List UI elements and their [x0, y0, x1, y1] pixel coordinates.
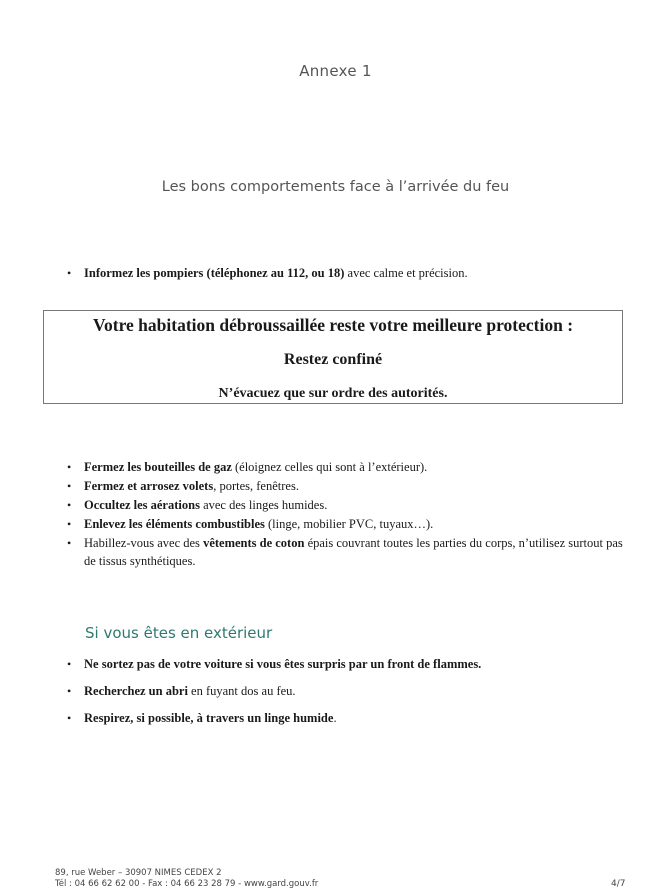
item-bold-text: Respirez, si possible, à travers un linge humide	[84, 711, 334, 725]
list-item	[67, 515, 627, 533]
footer-contact: Tél : 04 66 62 62 00 - Fax : 04 66 23 28 79 - www.gard.gouv.fr	[55, 879, 319, 889]
list-item	[67, 477, 627, 495]
outdoor-instruction-list	[67, 655, 627, 736]
box-line-confine: Restez confiné	[283, 351, 383, 368]
item-bold-text: Fermez et arrosez volets	[84, 479, 214, 493]
list-item	[67, 655, 627, 673]
item-bold-text: Occultez les aérations	[84, 498, 200, 512]
item-bold-text: Recherchez un abri	[84, 684, 188, 698]
page-footer	[55, 868, 318, 890]
confinement-box	[43, 310, 623, 404]
item-text: avec calme et précision.	[344, 266, 468, 280]
list-item	[67, 496, 627, 514]
list-item	[67, 458, 627, 476]
item-text: épais couvrant toutes les parties du corps, n’utilisez surtout pas de tissus synthétiques.	[84, 536, 623, 568]
item-bold-text: Informez les pompiers (téléphonez au 112, ou 18)	[84, 266, 345, 280]
box-line-protection: Votre habitation débroussaillée reste votre meilleure protection :	[92, 315, 574, 335]
list-item	[67, 534, 627, 570]
annex-title: Annexe 1	[299, 62, 372, 80]
first-instruction-list	[67, 264, 627, 282]
item-text: , portes, fenêtres.	[213, 479, 299, 493]
item-bold-text: Ne sortez pas de votre voiture si vous êtes surpris par un front de flammes.	[84, 657, 482, 671]
item-text: en fuyant dos au feu.	[187, 684, 296, 698]
home-instruction-list	[67, 458, 627, 571]
item-text: (éloignez celles qui sont à l’extérieur).	[231, 460, 428, 474]
list-item	[67, 682, 627, 700]
item-text: avec des linges humides.	[199, 498, 328, 512]
item-bold-text: Enlevez les éléments combustibles	[84, 517, 265, 531]
page-subtitle: Les bons comportements face à l’arrivée du feu	[161, 179, 510, 195]
item-text: .	[333, 711, 337, 725]
footer-address: 89, rue Weber – 30907 NIMES CEDEX 2	[55, 868, 222, 878]
page-number: 4/7	[611, 879, 626, 889]
list-item	[67, 709, 627, 727]
item-text-pre: Habillez-vous avec des	[84, 536, 204, 550]
item-text: (linge, mobilier PVC, tuyaux…).	[264, 517, 434, 531]
section-title-outdoor: Si vous êtes en extérieur	[85, 624, 273, 642]
item-bold-text: Fermez les bouteilles de gaz	[84, 460, 232, 474]
list-item	[67, 264, 627, 282]
box-line-evacuation: N’évacuez que sur ordre des autorités.	[218, 386, 448, 401]
item-bold-text: vêtements de coton	[203, 536, 305, 550]
